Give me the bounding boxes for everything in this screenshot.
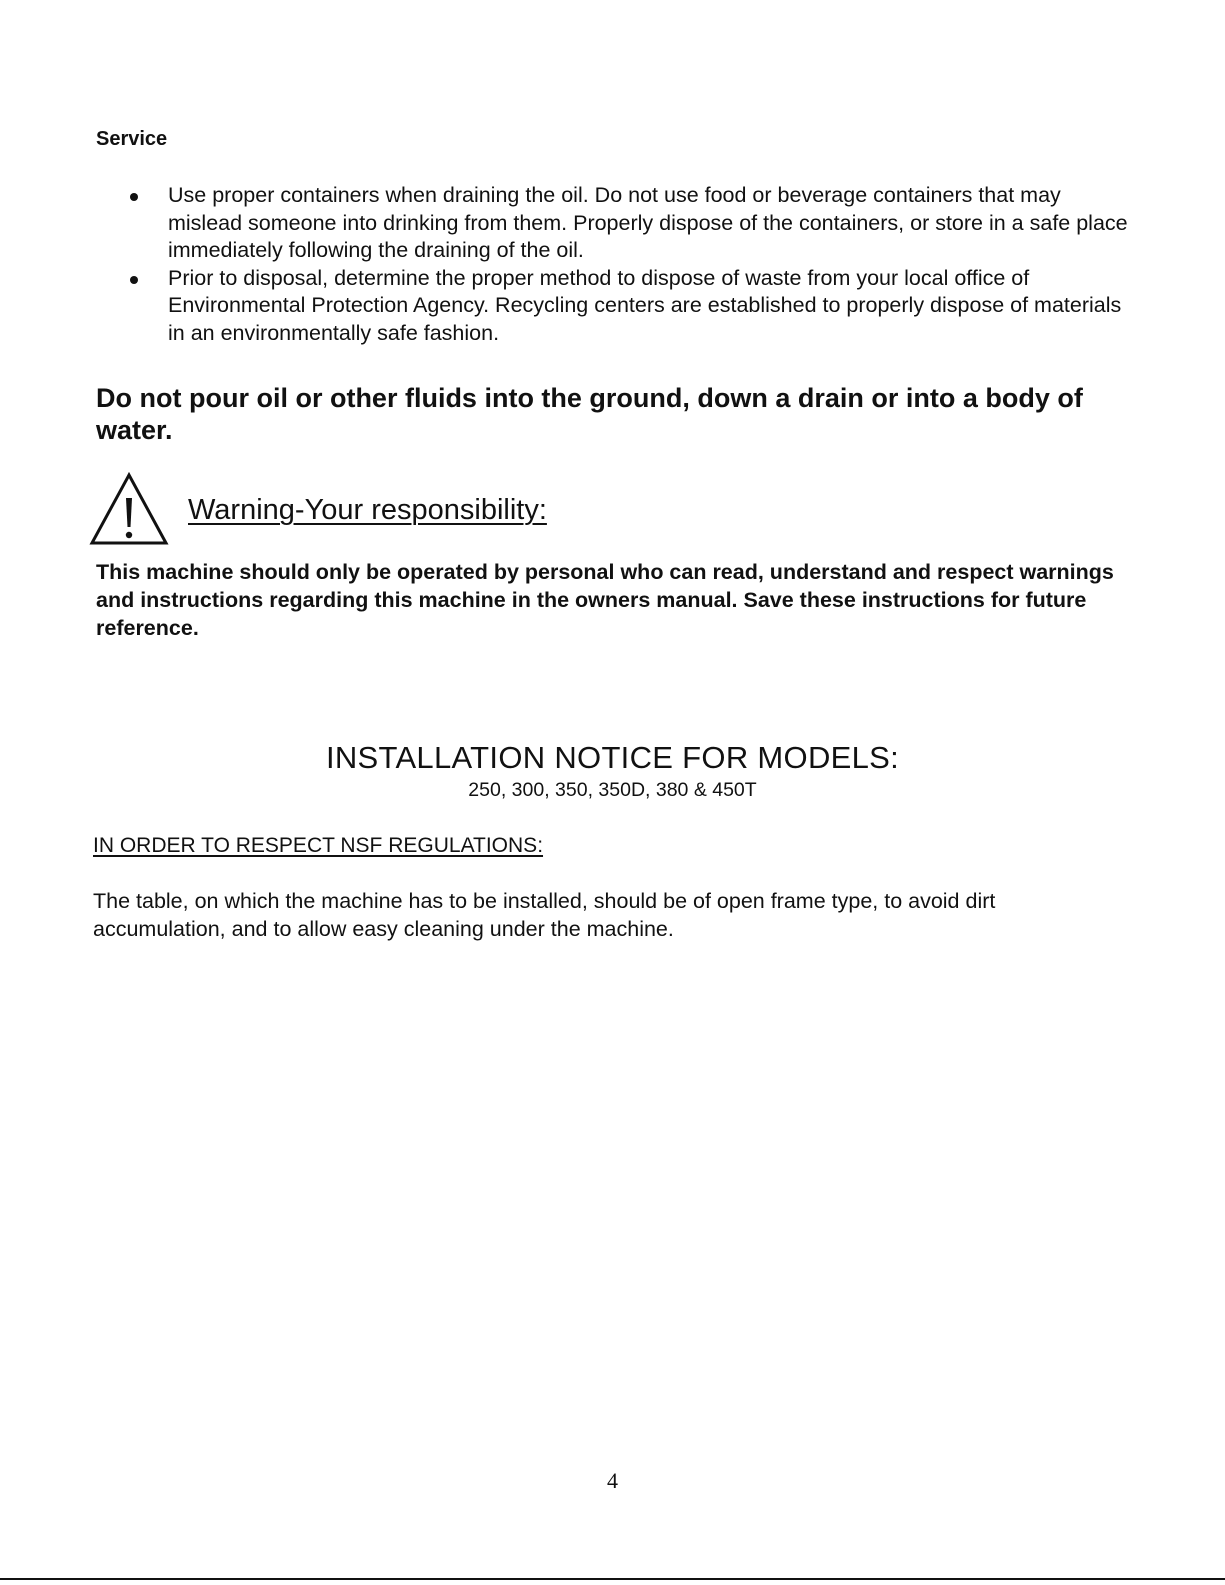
list-item-text: Prior to disposal, determine the proper method to dispose of waste from your local office of Environmental Protection Agency. Recycling centers are established to properly dispose of materials in an environmentally safe fashion. bbox=[168, 265, 1122, 345]
warning-triangle-icon bbox=[89, 472, 169, 546]
page-bottom-border bbox=[0, 1578, 1225, 1580]
pour-warning: Do not pour oil or other fluids into the ground, down a drain or into a body of water. bbox=[96, 383, 1083, 445]
service-heading: Service bbox=[96, 128, 168, 150]
list-item-text: Use proper containers when draining the oil. Do not use food or beverage containers that may mislead someone into drinking from them. Properly dispose of the containers, or store in a safe place immediately following the draining of the oil. bbox=[168, 183, 1128, 262]
nsf-text: The table, on which the machine has to be installed, should be of open frame type, to avoid dirt accumulation, and to allow easy cleaning under the machine. bbox=[93, 889, 996, 941]
installation-models: 250, 300, 350, 350D, 380 & 450T bbox=[468, 779, 757, 801]
warning-title: Warning-Your responsibility: bbox=[188, 494, 547, 526]
page-number: 4 bbox=[607, 1468, 618, 1493]
bullet-icon bbox=[130, 276, 138, 284]
nsf-heading: IN ORDER TO RESPECT NSF REGULATIONS: bbox=[93, 834, 544, 857]
responsibility-text: This machine should only be operated by personal who can read, understand and respect warnings and instructions regarding this machine in the owners manual. Save these instructions for future reference. bbox=[96, 560, 1114, 640]
service-list bbox=[168, 182, 1128, 347]
installation-title: INSTALLATION NOTICE FOR MODELS: bbox=[325, 740, 900, 775]
bullet-icon bbox=[130, 193, 138, 201]
list-item bbox=[168, 182, 1128, 265]
list-item bbox=[168, 265, 1128, 348]
